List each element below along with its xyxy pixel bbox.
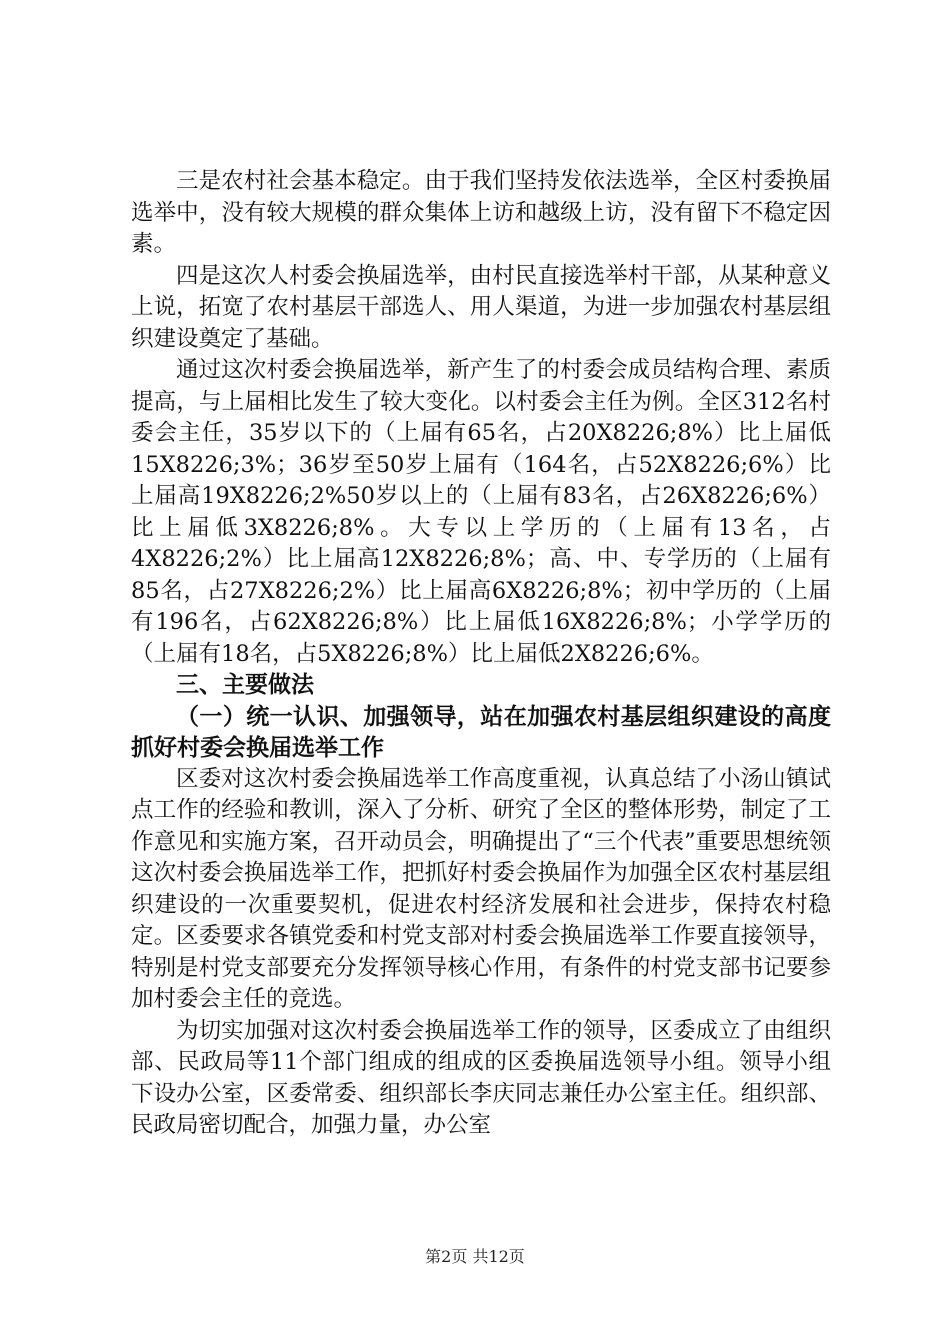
section-heading-main-methods: 三、主要做法 <box>176 672 314 698</box>
paragraph-rural-stability: 三是农村社会基本稳定。由于我们坚持发依法选举，全区村委换届选举中，没有较大规模的群众集体上访和越级上访，没有留下不稳定因素。 <box>131 168 831 257</box>
paragraph-leading-group: 为切实加强对这次村委会换届选举工作的领导，区委成立了由组织部、民政局等11个部门组成的组成的区委换届选领导小组。领导小组下设办公室，区委常委、组织部长李庆同志兼任办公室主任。组织部、民政局密切配合，加强力量，办公室 <box>131 1017 831 1138</box>
page-number-footer: 第2页 共12页 <box>425 1247 525 1266</box>
paragraph-committee-statistics: 通过这次村委会换届选举，新产生了的村委会成员结构合理、素质提高，与上届相比发生了较大变化。以村委会主任为例。全区312名村委会主任，35岁以下的（上届有65名，占20X8226;8%）比上届低15X8226;3%；36岁至50岁上届有（164名，占52X8226;6%）比上届高19X8226;2%50岁以上的（上届有83名，占26X8226;6%）比上届低3X8226;8%。大专以上学历的（上届有13名，占4X8226;2%）比上届高12X8226;8%；高、中、专学历的（上届有85名，占27X8226;2%）比上届高6X8226;8%；初中学历的（上届有196名，占62X8226;8%）比上届低16X8226;8%；小学学历的（上届有18名，占5X8226;8%）比上届低2X8226;6%。 <box>131 357 831 667</box>
paragraph-district-committee-attention: 区委对这次村委会换届选举工作高度重视，认真总结了小汤山镇试点工作的经验和教训，深入了分析、研究了全区的整体形势，制定了工作意见和实施方案，召开动员会，明确提出了“三个代表”重要思想统领这次村委会换届选举工作，把抓好村委会换届作为加强全区农村基层组织建设的一次重要契机，促进农村经济发展和社会进步，保持农村稳定。区委要求各镇党委和村党支部对村委会换届选举工作要直接领导，特别是村党支部要充分发挥领导核心作用，有条件的村党支部书记要参加村委会主任的竞选。 <box>131 765 831 1012</box>
paragraph-direct-election: 四是这次人村委会换届选举，由村民直接选举村干部，从某种意义上说，拓宽了农村基层干部选人、用人渠道，为进一步加强农村基层组织建设奠定了基础。 <box>131 262 831 352</box>
document-body <box>131 166 831 1142</box>
subsection-heading-leadership: （一）统一认识、加强领导，站在加强农村基层组织建设的高度抓好村委会换届选举工作 <box>131 703 831 761</box>
